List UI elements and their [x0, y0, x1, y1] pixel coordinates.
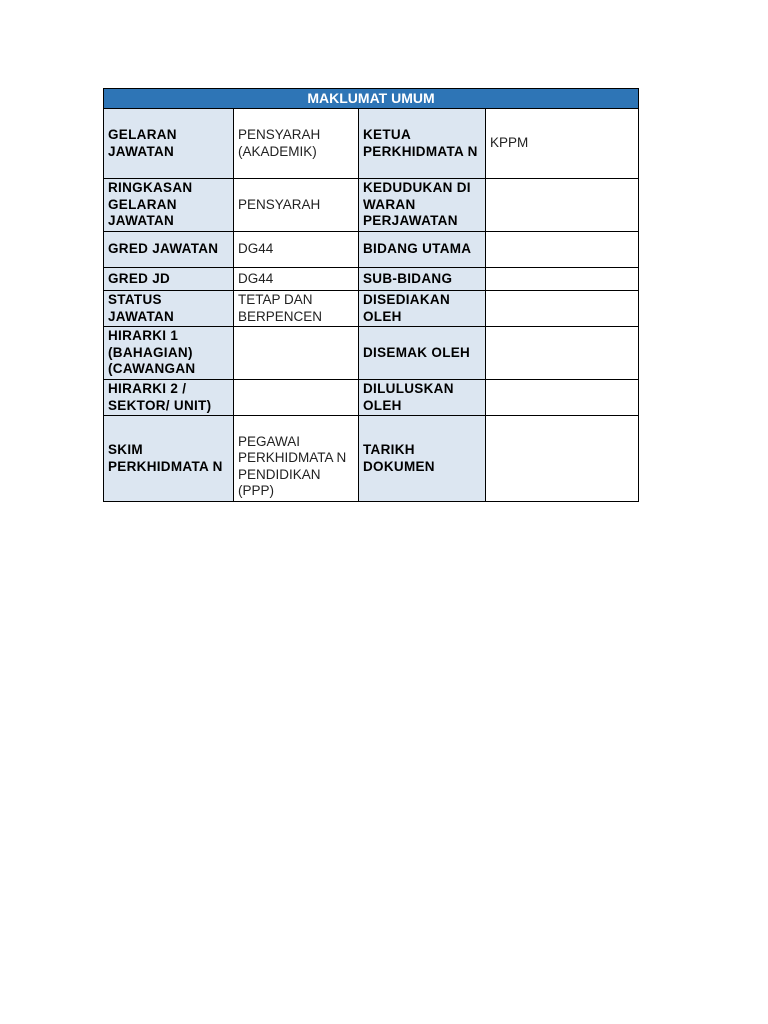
table-row: [104, 380, 639, 416]
table-header-row: [104, 89, 639, 109]
row-label-left: GRED JAWATAN: [104, 232, 234, 268]
row-label-left: HIRARKI 2 / SEKTOR/ UNIT): [104, 380, 234, 416]
row-value-left: [234, 327, 359, 380]
table-row: [104, 109, 639, 179]
row-label-left: RINGKASAN GELARAN JAWATAN: [104, 179, 234, 232]
row-value-right: [486, 268, 639, 291]
row-label-right: BIDANG UTAMA: [359, 232, 486, 268]
row-label-left-text: HIRARKI 1 (BAHAGIAN) (CAWANGAN: [108, 328, 196, 376]
row-label-right: TARIKH DOKUMEN: [359, 416, 486, 502]
row-value-right: [486, 327, 639, 380]
row-value-left: [234, 380, 359, 416]
row-value-left: PENSYARAH (AKADEMIK): [234, 109, 359, 179]
row-value-right: KPPM: [486, 109, 639, 179]
row-label-right: KETUA PERKHIDMATA N: [359, 109, 486, 179]
row-label-left: GELARAN JAWATAN: [104, 109, 234, 179]
table-row: [104, 327, 639, 380]
table-row: [104, 291, 639, 327]
row-value-right: [486, 232, 639, 268]
row-label-right: DISEMAK OLEH: [359, 327, 486, 380]
row-label-right: SUB-BIDANG: [359, 268, 486, 291]
table-row: [104, 268, 639, 291]
row-value-left-text: TETAP DAN BERPENCEN: [238, 292, 323, 324]
row-value-right: [486, 291, 639, 327]
table-row: [104, 416, 639, 502]
job-info-table-container: [103, 88, 638, 502]
table-title: MAKLUMAT UMUM: [104, 89, 639, 109]
row-value-left: DG44: [234, 268, 359, 291]
row-value-left: DG44: [234, 232, 359, 268]
row-value-right: [486, 380, 639, 416]
row-label-left: STATUS JAWATAN: [104, 291, 234, 327]
row-label-left: SKIM PERKHIDMATA N: [104, 416, 234, 502]
row-value-right: [486, 179, 639, 232]
row-value-left: PENSYARAH: [234, 179, 359, 232]
row-label-left: [104, 327, 234, 380]
row-value-right: [486, 416, 639, 502]
row-label-right: DILULUSKAN OLEH: [359, 380, 486, 416]
row-label-right: KEDUDUKAN DI WARAN PERJAWATAN: [359, 179, 486, 232]
table-row: [104, 232, 639, 268]
row-label-right: DISEDIAKAN OLEH: [359, 291, 486, 327]
table-row: [104, 179, 639, 232]
row-value-left: [234, 291, 359, 327]
row-label-left: GRED JD: [104, 268, 234, 291]
row-value-left: PEGAWAI PERKHIDMATA N PENDIDIKAN (PPP): [234, 416, 359, 502]
job-info-table: [103, 88, 639, 502]
